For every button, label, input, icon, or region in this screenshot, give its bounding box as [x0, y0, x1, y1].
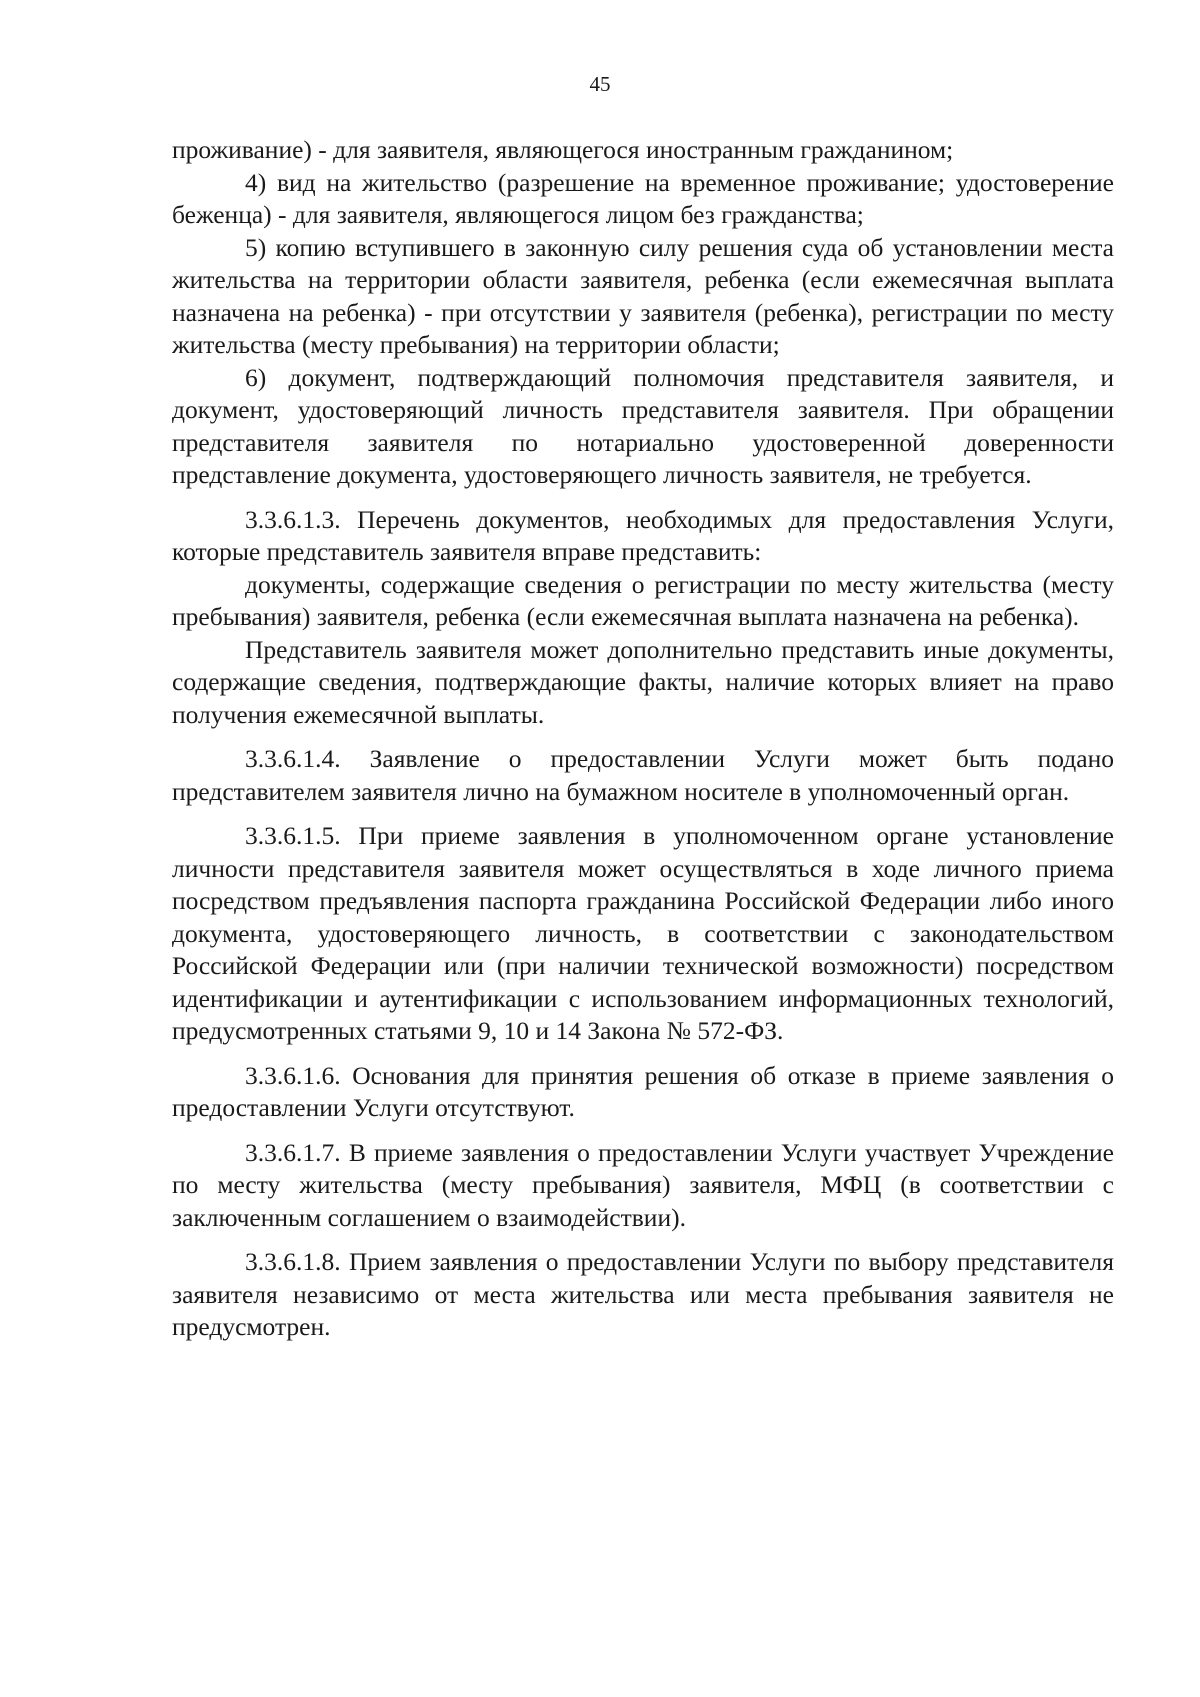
paragraph-3: 5) копию вступившего в законную силу решения суда об установлении места жительства на территории области заявителя, ребенка (если ежемесячная выплата назначена на ребенка) - при отсутствии у заявителя (ребенка), регистрации по месту жительства (месту пребывания) на территории области; — [172, 232, 1114, 359]
paragraph-2: 4) вид на жительство (разрешение на временное проживание; удостоверение беженца) - для заявителя, являющегося лицом без гражданства; — [172, 167, 1114, 229]
paragraph-11: 3.3.6.1.7. В приеме заявления о предоставлении Услуги участвует Учреждение по месту жительства (месту пребывания) заявителя, МФЦ (в соответствии с заключенным соглашением о взаимодействии). — [172, 1137, 1114, 1232]
paragraph-4: 6) документ, подтверждающий полномочия представителя заявителя, и документ, удостоверяющий личность представителя заявителя. При обращении представителя заявителя по нотариально удостоверенной доверенности представление документа, удостоверяющего личность заявителя, не требуется. — [172, 362, 1114, 489]
document-body — [172, 134, 1114, 1344]
page-number: 45 — [589, 72, 611, 96]
paragraph-1: проживание) - для заявителя, являющегося иностранным гражданином; — [172, 135, 954, 164]
paragraph-8: 3.3.6.1.4. Заявление о предоставлении Услуги может быть подано представителем заявителя лично на бумажном носителе в уполномоченный орган. — [172, 744, 1114, 806]
paragraph-5: 3.3.6.1.3. Перечень документов, необходимых для предоставления Услуги, которые представитель заявителя вправе представить: — [172, 504, 1114, 566]
paragraph-9: 3.3.6.1.5. При приеме заявления в уполномоченном органе установление личности представителя заявителя может осуществляться в ходе личного приема посредством предъявления паспорта гражданина Российской Федерации либо иного документа, удостоверяющего личность, в соответствии с законодательством Российской Федерации или (при наличии технической возможности) посредством идентификации и аутентификации с использованием информационных технологий, предусмотренных статьями 9, 10 и 14 Закона № 572-ФЗ. — [172, 821, 1114, 1045]
paragraph-10: 3.3.6.1.6. Основания для принятия решения об отказе в приеме заявления о предоставлении Услуги отсутствуют. — [172, 1060, 1114, 1122]
paragraph-7: Представитель заявителя может дополнительно представить иные документы, содержащие сведения, подтверждающие факты, наличие которых влияет на право получения ежемесячной выплаты. — [172, 634, 1114, 729]
paragraph-12: 3.3.6.1.8. Прием заявления о предоставлении Услуги по выбору представителя заявителя независимо от места жительства или места пребывания заявителя не предусмотрен. — [172, 1247, 1114, 1341]
paragraph-6: документы, содержащие сведения о регистрации по месту жительства (месту пребывания) заявителя, ребенка (если ежемесячная выплата назначена на ребенка). — [172, 569, 1114, 631]
